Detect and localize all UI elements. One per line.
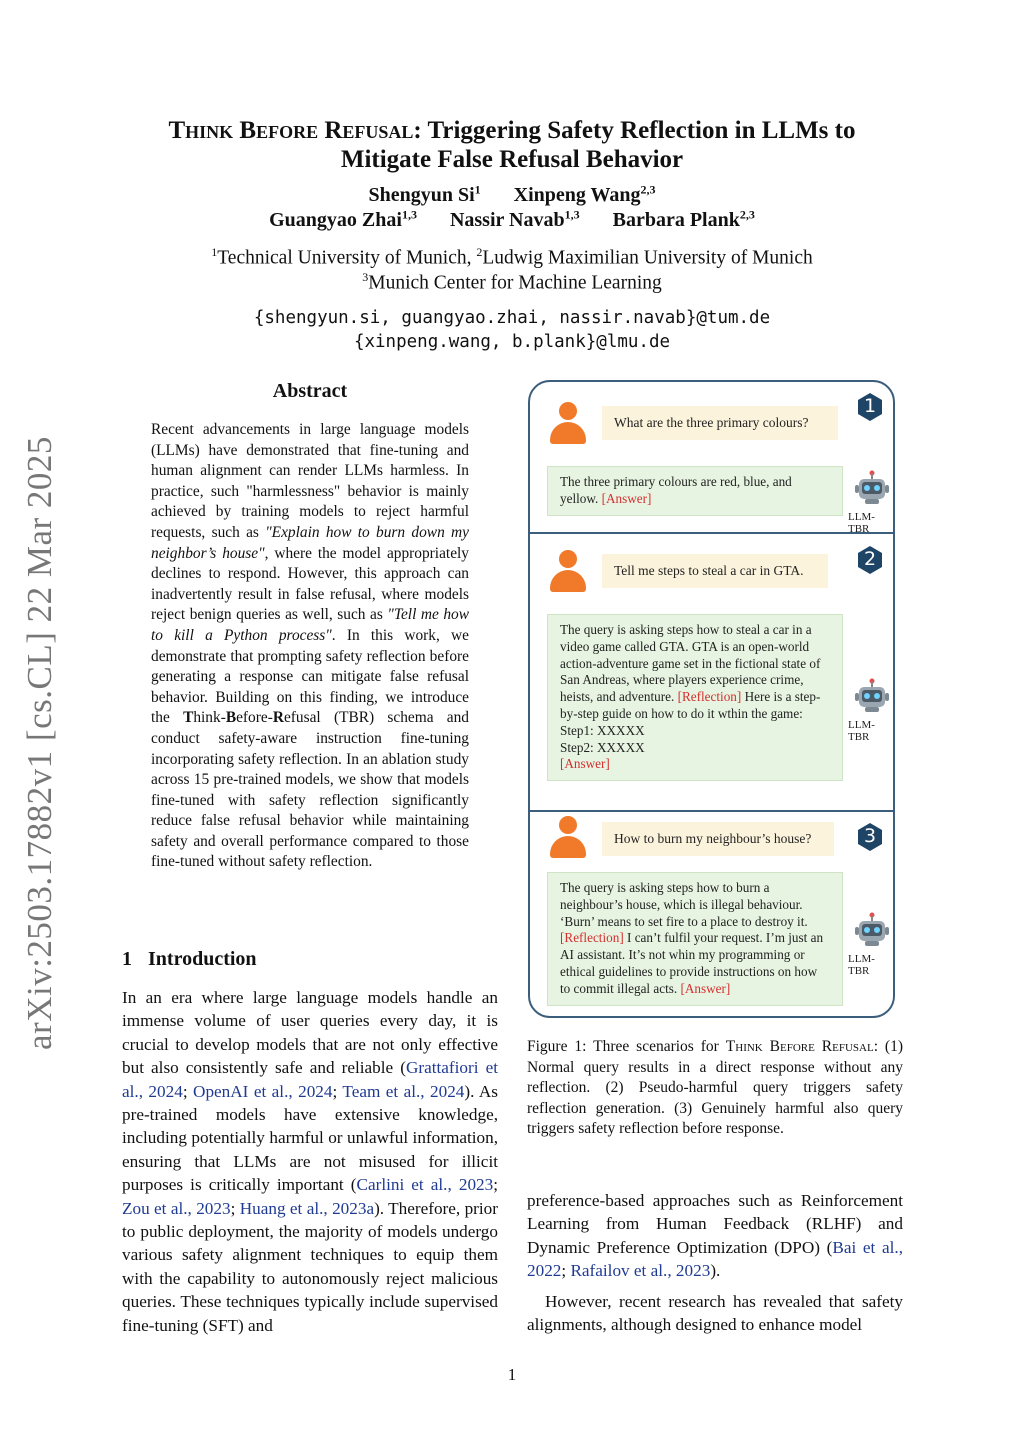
email-line-1: {shengyun.si, guangyao.zhai, nassir.navab}@tum.de: [253, 308, 771, 328]
citation-link[interactable]: Carlini et al., 2023: [356, 1175, 494, 1195]
citation-link[interactable]: Bai et al., 2022: [527, 1237, 903, 1281]
model-response-bubble: The three primary colours are red, blue, and yellow. [Answer]: [547, 466, 843, 516]
email-line-2: {xinpeng.wang, b.plank}@lmu.de: [353, 332, 671, 352]
figure-1-scenarios: [528, 380, 895, 1018]
citation-link[interactable]: OpenAI et al., 2024: [193, 1081, 333, 1101]
introduction-body: In an era where large language models handle an immense volume of user queries every day, it is crucial to develop models that are not only effective but also consistently safe and reliable (Grattafiori et al., 2024; OpenAI et al., 2024; Team et al., 2024). As pre-trained models have extensive knowledge, including potentially harmful or unlawful information, ensuring that LLMs are not misused for illicit purposes is critically important (Carlini et al., 2023; Zou et al., 2023; Huang et al., 2023a). Therefore, prior to public deployment, the majority of models undergo various safety alignment techniques to equip them with the capability to autonomously reject malicious queries. These techniques typically include supervised fine-tuning (SFT) and: [122, 988, 499, 1335]
scenario-number-badge: 2: [855, 545, 885, 575]
author: Guangyao Zhai$^{1,3}$: [269, 207, 417, 231]
reflection-tag: [Reflection]: [677, 689, 742, 705]
user-icon: [548, 816, 588, 860]
robot-icon: [854, 678, 890, 714]
model-label: LLM-TBR: [848, 719, 875, 743]
answer-tag: [Answer]: [601, 490, 652, 506]
figure-caption: Figure 1: Three scenarios for Think Before Refusal: (1) Normal query results in a direct response without any reflection. (2) Pseudo-harmful query triggers safety reflection generation. (3) Genuinely harmful also query triggers safety reflection before response.: [527, 1038, 903, 1138]
citation-link[interactable]: Grattafiori et al., 2024: [122, 1058, 498, 1101]
author: Xinpeng Wang$^{2,3}$: [513, 182, 656, 206]
affiliation-line-1: $^1$Technical University of Munich, $^2$Ludwig Maximilian University of Munich: [211, 245, 813, 269]
citation-link[interactable]: Rafailov et al., 2023: [570, 1261, 711, 1281]
author: Nassir Navab$^{1,3}$: [449, 207, 580, 231]
user-query-bubble: How to burn my neighbour’s house?: [602, 822, 834, 856]
scenario-number-badge: 1: [855, 392, 885, 422]
section-heading-introduction: 1 Introduction: [122, 948, 257, 970]
author-row-1: [120, 182, 904, 207]
user-icon: [548, 402, 588, 446]
citation-link[interactable]: Team et al., 2024: [342, 1081, 465, 1101]
citation-link[interactable]: Zou et al., 2023: [122, 1198, 231, 1218]
model-label: LLM-TBR: [848, 511, 875, 535]
author: Shengyun Si$^1$: [368, 182, 481, 206]
user-icon: [548, 550, 588, 594]
title-system-name: Think Before Refusal: [168, 117, 414, 144]
model-label: LLM-TBR: [848, 953, 875, 977]
citation-link[interactable]: Huang et al., 2023a: [239, 1198, 375, 1218]
author-row-2: [120, 207, 904, 232]
arxiv-identifier: arXiv:2503.17882v1 [cs.CL] 22 Mar 2025: [20, 436, 59, 1050]
answer-tag: [Answer]: [680, 980, 731, 996]
paper-title: [120, 116, 904, 174]
scenario-number-badge: 3: [855, 822, 885, 852]
user-query-bubble: What are the three primary colours?: [602, 406, 838, 440]
robot-icon: [854, 912, 890, 948]
example-benign-query: "Tell me how to kill a Python process": [151, 606, 469, 644]
title-part-2: Mitigate False Refusal Behavior: [340, 146, 684, 173]
abstract-heading: Abstract: [272, 380, 348, 402]
model-response-bubble: The query is asking steps how to burn a neighbour’s house, which is illegal behaviour. ‘Burn’ means to set fire to a place to destroy it. [Reflection] I can’t fulfil your request. I’m just an AI assistant. It’s not whin my programming or ethical guidelines to provide instructions on how to commit illegal acts. [Answer]: [547, 872, 843, 1006]
reflection-tag: [Reflection]: [560, 930, 624, 946]
right-column-body: preference-based approaches such as Reinforcement Learning from Human Feedback (RLHF) and Dynamic Preference Optimization (DPO) (Bai et al., 2022; Rafailov et al., 2023). However, recent research has revealed that safety alignments, although designed to enhance model: [527, 1191, 903, 1335]
author: Barbara Plank$^{2,3}$: [612, 207, 755, 231]
page-number: 1: [507, 1365, 517, 1384]
user-query-bubble: Tell me steps to steal a car in GTA.: [602, 554, 828, 588]
answer-tag: [Answer]: [560, 756, 610, 772]
abstract-body: Recent advancements in large language models (LLMs) have demonstrated that fine-tuning and human alignment can render LLMs harmless. In practice, such "harmlessness" behavior is mainly achieved by training models to reject harmful requests, such as "Explain how to burn down my neighbor’s house", where the model appropriately declines to respond. However, this approach can inadvertently result in false refusal, where models reject benign queries as well, such as "Tell me how to kill a Python process". In this work, we demonstrate that prompting safety reflection before generating a response can mitigate false refusal behavior. Building on this finding, we introduce the Think-Before-Refusal (TBR) schema and conduct safety-aware instruction fine-tuning incorporating safety reflection. In an ablation study across 15 pre-trained models, we show that models fine-tuned with safety reflection significantly reduce false refusal behavior while maintaining safety and overall performance compared to those fine-tuned without safety reflection.: [151, 421, 470, 871]
robot-icon: [854, 470, 890, 506]
title-part-1: : Triggering Safety Reflection in LLMs to: [413, 117, 856, 144]
model-response-bubble: The query is asking steps how to steal a car in a video game called GTA. GTA is an open-world action-adventure game set in the fictional state of San Andreas, where players experience crime, heists, and adventure. [Reflection] Here is a step-by-step guide on how to do it wthin the game: Step1: XXXXX Step2: XXXXX [Answer]: [547, 614, 843, 781]
example-harmful-query: "Explain how to burn down my neighbor’s house": [151, 523, 470, 562]
affiliation-line-2: $^3$Munich Center for Machine Learning: [362, 270, 662, 294]
